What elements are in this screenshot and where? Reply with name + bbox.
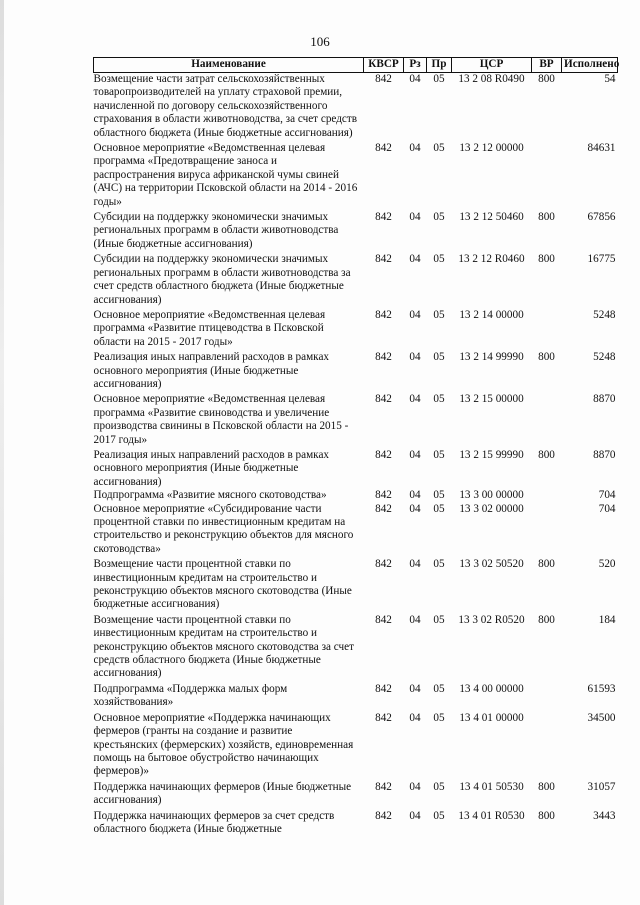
cell-done: 5248 [593,351,616,364]
cell-done: 54 [604,73,616,85]
table-row [94,349,618,391]
cell-rz: 04 [409,711,421,724]
cell-rz: 04 [409,253,421,266]
cell-name: Субсидии на поддержку экономически значимых региональных программ в области животноводства (Иные бюджетные ассигнования) [93,211,339,250]
budget-table-wrap [93,57,620,836]
cell-pr: 05 [433,682,445,695]
cell-done: 5248 [593,308,616,321]
table-row [94,209,618,251]
cell-csr: 13 2 12 50460 [459,211,524,224]
cell-vr [532,710,562,779]
cell-pr: 05 [433,502,445,515]
cell-kvsr: 842 [375,613,392,626]
cell-pr: 05 [433,351,445,364]
cell-vr: 800 [538,780,555,793]
table-row [94,710,618,779]
cell-name: Реализация иных направлений расходов в рамках основного мероприятия (Иные бюджетные ассигнования) [93,448,330,488]
cell-kvsr: 842 [375,211,392,224]
cell-pr: 05 [433,448,445,461]
cell-done: 61593 [587,682,616,695]
cell-rz: 04 [409,448,421,461]
cell-rz: 04 [409,489,421,502]
cell-kvsr: 842 [375,448,392,461]
cell-kvsr: 842 [375,73,392,85]
cell-kvsr: 842 [375,351,392,364]
cell-vr: 800 [538,211,555,224]
cell-pr: 05 [433,489,445,502]
cell-name: Реализация иных направлений расходов в рамках основного мероприятия (Иные бюджетные ассигнования) [93,351,330,390]
cell-pr: 05 [433,780,445,793]
cell-csr: 13 2 12 00000 [459,142,524,155]
cell-pr: 05 [433,308,445,321]
cell-done: 704 [598,489,616,502]
cell-csr: 13 2 14 99990 [459,351,524,364]
cell-name: Основное мероприятие «Ведомственная целевая программа «Развитие птицеводства в Псковской области на 2015 - 2017 годы» [93,308,326,348]
cell-kvsr: 842 [375,308,392,321]
cell-name: Субсидии на поддержку экономически значимых региональных программ в области животноводства за счет средств областного бюджета (Иные бюджетные ассигнования) [93,253,351,306]
cell-done: 16775 [587,253,616,266]
cell-csr: 13 2 14 00000 [459,308,524,321]
cell-csr: 13 3 02 R0520 [458,613,525,626]
cell-vr: 800 [538,613,555,626]
cell-name: Основное мероприятие «Ведомственная целевая программа «Развитие свиноводства и увеличение производства свинины в Псковской области на 2015 - 2017 годы» [93,393,349,446]
cell-csr: 13 2 12 R0460 [458,253,525,266]
cell-name: Возмещение части процентной ставки по инвестиционным кредитам на строительство и реконструкцию объектов мясного скотоводства за счет средств областного бюджета (Иные бюджетные ассигнования) [93,613,354,680]
cell-vr: 800 [538,558,555,571]
cell-vr [532,503,562,557]
cell-vr [532,489,562,502]
cell-csr: 13 4 01 00000 [459,711,524,724]
cell-done: 8870 [593,393,616,406]
cell-pr: 05 [433,253,445,266]
cell-name: Поддержка начинающих фермеров за счет средств областного бюджета (Иные бюджетные [93,809,335,835]
cell-name: Подпрограмма «Поддержка малых форм хозяйствования» [93,682,288,709]
cell-kvsr: 842 [375,502,392,515]
table-row [94,612,618,681]
cell-vr: 800 [538,809,555,822]
header-rz: Рз [404,58,427,73]
cell-done: 31057 [587,780,616,793]
cell-rz: 04 [409,308,421,321]
cell-name: Поддержка начинающих фермеров (Иные бюджетные ассигнования) [93,780,352,807]
scan-edge [0,0,4,905]
cell-name: Возмещение части затрат сельскохозяйственных товаропроизводителей на уплату страховой премии, начисленной по договору сельскохозяйственного страхования в области животноводства, за счет средств областного бюджета (Иные бюджетные ассигнования) [93,73,358,139]
cell-pr: 05 [433,393,445,406]
cell-rz: 04 [409,73,421,85]
header-done: Исполнено [562,58,618,73]
cell-vr [532,140,562,209]
header-vr: ВР [532,58,562,73]
cell-pr: 05 [433,211,445,224]
cell-name: Основное мероприятие «Поддержка начинающих фермеров (гранты на создание и развитие крестьянских (фермерских) хозяйств, единовременная помощь на бытовое обустройство начинающих фермеров)» [93,711,354,778]
cell-vr: 800 [538,73,555,85]
cell-kvsr: 842 [375,253,392,266]
cell-rz: 04 [409,809,421,822]
cell-csr: 13 4 01 50530 [459,780,524,793]
cell-kvsr: 842 [375,780,392,793]
cell-name: Основное мероприятие «Субсидирование части процентной ставки по инвестиционным кредитам на строительство и реконструкцию объектов для мясного скотоводства» [93,502,354,555]
cell-csr: 13 3 00 00000 [459,489,524,502]
cell-kvsr: 842 [375,489,392,502]
cell-name: Подпрограмма «Развитие мясного скотоводства» [93,489,327,502]
table-row [94,503,618,557]
table-body [94,73,618,837]
table-row [94,808,618,837]
cell-rz: 04 [409,142,421,155]
table-row [94,251,618,307]
table-row [94,447,618,489]
cell-csr: 13 2 15 99990 [459,448,524,461]
header-kvsr: КВСР [364,58,404,73]
cell-pr: 05 [433,142,445,155]
cell-vr: 800 [538,351,555,364]
cell-name: Основное мероприятие «Ведомственная целевая программа «Предотвращение заноса и распространения вируса африканской чумы свиней (АЧС) на территории Псковской области на 2014 - 2016 годы» [93,142,358,208]
cell-name: Возмещение части процентной ставки по инвестиционным кредитам на строительство и реконструкцию объектов мясного скотоводства (Иные бюджетные ассигнования) [93,558,352,611]
cell-done: 184 [598,613,616,626]
cell-csr: 13 3 02 00000 [459,502,524,515]
table-header-row [94,58,618,73]
table-row [94,556,618,612]
cell-pr: 05 [433,809,445,822]
cell-pr: 05 [433,613,445,626]
page-number: 106 [310,34,330,49]
cell-rz: 04 [409,558,421,571]
table-row [94,140,618,209]
cell-done: 520 [598,558,616,571]
table-row [94,391,618,447]
cell-pr: 05 [433,711,445,724]
header-pr: Пр [427,58,452,73]
cell-vr [532,307,562,349]
cell-rz: 04 [409,613,421,626]
cell-kvsr: 842 [375,558,392,571]
cell-kvsr: 842 [375,809,392,822]
cell-pr: 05 [433,73,445,85]
cell-vr: 800 [538,448,555,461]
cell-done: 8870 [593,448,616,461]
cell-csr: 13 4 01 R0530 [458,809,525,822]
cell-rz: 04 [409,682,421,695]
cell-rz: 04 [409,502,421,515]
cell-kvsr: 842 [375,682,392,695]
header-name: Наименование [94,58,364,73]
cell-done: 704 [598,502,616,515]
table-row [94,779,618,808]
header-csr: ЦСР [452,58,532,73]
cell-vr: 800 [538,253,555,266]
cell-csr: 13 2 15 00000 [459,393,524,406]
cell-rz: 04 [409,211,421,224]
table-row [94,489,618,502]
cell-csr: 13 3 02 50520 [459,558,524,571]
cell-vr [532,681,562,710]
budget-table [93,57,618,836]
cell-done: 84631 [587,142,616,155]
cell-kvsr: 842 [375,142,392,155]
cell-rz: 04 [409,780,421,793]
cell-csr: 13 2 08 R0490 [458,73,525,85]
table-row [94,681,618,710]
cell-done: 3443 [593,809,616,822]
cell-rz: 04 [409,393,421,406]
table-row [94,307,618,349]
cell-kvsr: 842 [375,393,392,406]
cell-pr: 05 [433,558,445,571]
cell-done: 67856 [587,211,616,224]
cell-vr [532,391,562,447]
cell-csr: 13 4 00 00000 [459,682,524,695]
cell-done: 34500 [587,711,616,724]
cell-kvsr: 842 [375,711,392,724]
cell-rz: 04 [409,351,421,364]
table-row [94,73,618,141]
